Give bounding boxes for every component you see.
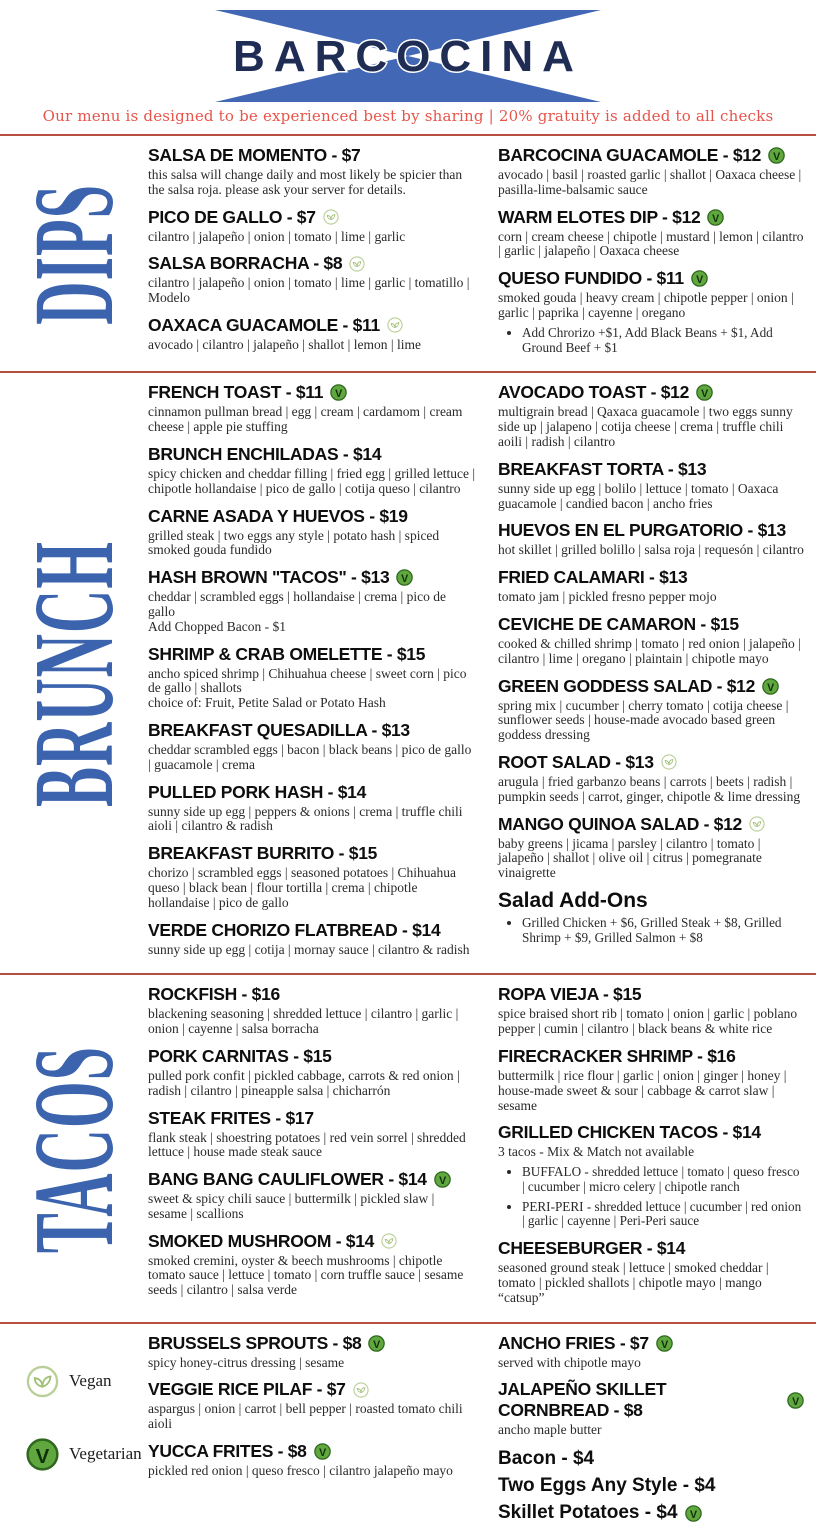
menu-item [148,567,476,634]
item-note: choice of: Fruit, Petite Salad or Potato Hash [148,695,386,711]
item-description: sweet & spicy chili sauce | buttermilk | pickled slaw | sesame | scallions [148,1191,435,1221]
section-label-tacos: TACOS [11,1045,137,1254]
svg-text:V: V [689,1508,697,1521]
item-description: baby greens | jicama | parsley | cilantro | tomato | jalapeño | shallot | olive oil | citrus | pomegranate vinaigrette [498,835,762,881]
item-title [498,459,804,480]
menu-item [498,1333,804,1371]
item-name: CEVICHE DE CAMARON - $15 [498,613,739,634]
menu-item [148,1379,476,1432]
item-title [498,814,804,835]
item-name: FRENCH TOAST - $11 [148,382,324,403]
item-description: avocado | basil | roasted garlic | shallot | Oaxaca cheese | pasilla-lime-balsamic sauce [498,167,802,197]
item-name: SMOKED MUSHROOM - $14 [148,1230,375,1251]
item-name: Bacon - $4 [498,1448,595,1470]
menu-item [498,1046,804,1113]
item-option: • Grilled Chicken + $6, Grilled Steak + $8, Grilled Shrimp + $9, Grilled Salmon + $8 [522,916,804,946]
item-name: ROCKFISH - $16 [148,984,280,1005]
item-name: YUCCA FRITES - $8 [148,1441,307,1462]
item-name: ROOT SALAD - $13 [498,751,654,772]
item-name: WARM ELOTES DIP - $12 [498,206,701,227]
item-description: cheddar scrambled eggs | bacon | black beans | pico de gallo | guacamole | crema [148,741,472,772]
item-description: chorizo | scrambled eggs | seasoned potatoes | Chihuahua queso | black bean | flour tortilla | crema | chipotle hollandaise | pico de gallo [148,865,457,910]
item-description: blackening seasoning | shredded lettuce | cilantro | garlic | onion | cayenne | salsa borracha [148,1006,459,1037]
menu-item [148,720,476,773]
menu-item [148,145,476,198]
vegetarian-icon [314,1443,331,1460]
legend-item-vegetarian [26,1438,148,1471]
item-description: arugula | fried garbanzo beans | carrots | beets | radish | pumpkin seeds | carrot, ginger, chipotle & lime dressing [498,773,801,804]
vegetarian-icon [762,678,779,695]
item-title [148,843,476,864]
menu-item [498,676,804,743]
section-rail-dips [0,145,148,364]
item-name: ROPA VIEJA - $15 [498,984,642,1005]
item-name: AVOCADO TOAST - $12 [498,382,690,403]
item-name: HASH BROWN "TACOS" - $13 [148,567,390,588]
logo-bowtie-icon [173,10,643,102]
menu-column [148,382,498,966]
item-options-list [508,1165,804,1229]
vegan-icon [323,209,339,225]
item-title [148,567,476,588]
menu-item [498,520,804,558]
item-title [148,382,476,403]
vegetarian-icon [691,270,708,287]
menu-item [498,1379,804,1438]
menu-item [148,444,476,497]
section-dips [0,136,816,371]
item-title [148,1046,476,1067]
item-note: Add Chopped Bacon - $1 [148,618,286,634]
item-description: avocado | cilantro | jalapeño | shallot | lemon | lime [148,336,421,352]
item-name: SHRIMP & CRAB OMELETTE - $15 [148,643,426,664]
item-description: cooked & chilled shrimp | tomato | red onion | jalapeño | cilantro | lime | oregano | plaintain | chipotle mayo [498,635,801,666]
item-name: MANGO QUINOA SALAD - $12 [498,813,742,834]
item-name: BRUNCH ENCHILADAS - $14 [148,443,382,464]
menu-item [148,382,476,435]
vegan-icon [26,1365,59,1398]
menu-item [148,1169,476,1222]
menu-item [498,1122,804,1229]
item-name: FRIED CALAMARI - $13 [498,567,688,588]
item-title [498,1447,804,1471]
svg-text:V: V [373,1338,381,1351]
menu-item [498,814,804,881]
menu-item [148,253,476,306]
menu-item [498,382,804,449]
item-description: cinnamon pullman bread | egg | cream | cardamom | cream cheese | apple pie stuffing [148,404,463,435]
menu-item [148,1046,476,1099]
menu-column [498,145,816,364]
item-title [498,268,804,289]
menu-item [148,506,476,559]
item-description: corn | cream cheese | chipotle | mustard | lemon | cilantro | garlic | jalapeño | Oaxaca cheese [498,228,804,259]
item-description: grilled steak | two eggs any style | potato hash | spiced smoked gouda fundido [148,527,440,558]
item-description: spring mix | cucumber | cherry tomato | cotija cheese | sunflower seeds | house-made avocado based green goddess dressing [498,697,789,743]
item-title [148,444,476,465]
item-title [148,920,476,941]
item-name: OAXACA GUACAMOLE - $11 [148,314,380,335]
legend-label: Vegetarian [69,1444,142,1464]
item-name: HUEVOS EN EL PURGATORIO - $13 [498,520,786,541]
item-name: BARCOCINA GUACAMOLE - $12 [498,145,762,165]
item-name: VEGGIE RICE PILAF - $7 [148,1379,346,1400]
item-description: sunny side up egg | peppers & onions | crema | truffle chili aioli | cilantro & radish [148,803,463,834]
item-name: QUESO FUNDIDO - $11 [498,268,684,289]
section-brunch [0,373,816,973]
vegetarian-icon [707,209,724,226]
svg-text:V: V [712,212,720,225]
item-title [148,644,476,665]
menu-item [498,614,804,667]
vegan-icon [661,754,677,770]
vegan-icon [749,816,765,832]
item-description: aspargus | onion | carrot | bell pepper | roasted tomato chili aioli [148,1401,463,1432]
vegetarian-icon [787,1392,804,1409]
svg-text:V: V [767,681,774,694]
section-label-dips: DIPS [11,184,137,326]
vegan-icon [353,1382,369,1398]
item-description: spicy honey-citrus dressing | sesame [148,1354,345,1370]
item-name: STEAK FRITES - $17 [148,1107,314,1128]
item-title [148,1441,476,1462]
menu-body [0,136,816,1535]
item-description: smoked gouda | heavy cream | chipotle pepper | onion | garlic | paprika | cayenne | oregano [498,290,794,320]
menu-item [498,207,804,260]
barcocina-logo [173,10,643,102]
menu-column [498,1333,816,1529]
svg-text:V: V [35,1444,50,1468]
menu-item [148,920,476,958]
item-title [498,1474,804,1498]
svg-text:V: V [335,388,343,401]
menu-item [148,644,476,711]
item-title [498,890,804,911]
item-name: CARNE ASADA Y HUEVOS - $19 [148,505,408,526]
item-description: served with chipotle mayo [498,1354,641,1370]
vegetarian-icon [368,1335,385,1352]
section-label-brunch: BRUNCH [11,541,137,808]
vegetarian-icon [330,384,347,401]
item-option: • Add Chrorizo +$1, Add Black Beans + $1, Add Ground Beef + $1 [522,326,804,356]
item-name: CHEESEBURGER - $14 [498,1238,686,1259]
item-description: 3 tacos - Mix & Match not available [498,1144,695,1160]
menu-item [148,1108,476,1161]
svg-text:V: V [660,1338,668,1351]
item-description: spicy chicken and cheddar filling | fried egg | grilled lettuce | chipotle hollandaise | pico de gallo | cotija queso | cilantro [148,465,476,496]
item-title [498,752,804,773]
vegetarian-icon [26,1438,59,1471]
item-title [148,1169,476,1190]
item-title [148,1333,476,1354]
item-title [498,145,804,166]
item-description: ancho maple butter [498,1422,602,1438]
item-title [148,207,476,228]
item-title [498,1046,804,1067]
vegetarian-icon [768,147,785,164]
menu-column [148,1333,498,1529]
item-title [148,984,476,1005]
item-title [498,1333,804,1354]
svg-text:V: V [792,1395,799,1408]
item-description: seasoned ground steak | lettuce | smoked cheddar | tomato | pickled shallots | chipotle mayo | mango “catsup” [498,1260,769,1305]
item-title [148,1108,476,1129]
item-description: pickled red onion | queso fresco | cilantro jalapeño mayo [148,1463,453,1479]
item-name: Skillet Potatoes - $4 [498,1502,678,1524]
menu-item [148,984,476,1037]
menu-header [0,0,816,136]
item-name: PULLED PORK HASH - $14 [148,781,367,802]
menu-item [498,1501,804,1525]
svg-text:V: V [318,1446,326,1459]
item-name: FIRECRACKER SHRIMP - $16 [498,1045,736,1066]
item-title [148,782,476,803]
item-description: this salsa will change daily and most likely be spicier than the salsa roja. please ask your server for details. [148,167,463,197]
section-rail-sides [0,1333,148,1529]
item-description: spice braised short rib | tomato | onion | garlic | poblano pepper | cumin | cilantro | black beans & white rice [498,1006,798,1037]
item-title [498,1122,804,1143]
svg-text:V: V [695,273,703,286]
item-name: Two Eggs Any Style - $4 [498,1475,716,1497]
item-name: JALAPEÑO SKILLET CORNBREAD - $8 [498,1379,667,1421]
svg-text:V: V [773,150,781,163]
vegan-icon [387,317,403,333]
item-name: SALSA DE MOMENTO - $7 [148,145,361,165]
item-name: SALSA BORRACHA - $8 [148,253,343,274]
item-title [148,253,476,274]
item-description: ancho spiced shrimp | Chihuahua cheese | sweet corn | pico de gallo | shallots [148,665,467,696]
item-description: smoked cremini, oyster & beech mushrooms | chipotle tomato sauce | lettuce | tomato | corn truffle sauce | sesame seeds | cilantro | salsa verde [148,1252,464,1298]
item-description: cilantro | jalapeño | onion | tomato | lime | garlic [148,228,406,244]
menu-item [498,145,804,198]
section-tacos [0,975,816,1321]
item-title [498,984,804,1005]
item-name: Salad Add-Ons [498,888,648,912]
menu-item [148,1231,476,1298]
item-title [148,720,476,741]
item-name: BREAKFAST QUESADILLA - $13 [148,719,410,740]
item-description: sunny side up egg | cotija | mornay sauce | cilantro & radish [148,941,470,957]
item-description: cilantro | jalapeño | onion | tomato | lime | garlic | tomatillo | Modelo [148,275,470,306]
item-option: • BUFFALO - shredded lettuce | tomato | queso fresco | cucumber | micro celery | chipotle ranch [522,1165,804,1195]
menu-item [498,1238,804,1305]
menu-item [148,843,476,910]
menu-column [148,984,498,1314]
item-title [148,1379,476,1400]
svg-text:V: V [401,572,409,585]
item-title [148,315,476,336]
section-rail-tacos [0,984,148,1314]
vegetarian-icon [685,1505,702,1522]
menu-item [498,1474,804,1498]
item-description: sunny side up egg | bolilo | lettuce | tomato | Oaxaca guacamole | candied bacon | ancho fries [498,480,779,511]
menu-item [148,1333,476,1371]
menu-item [148,782,476,835]
legend-item-vegan [26,1365,148,1398]
vegan-icon [349,256,365,272]
menu-item [498,984,804,1037]
item-title [498,567,804,588]
item-name: BREAKFAST TORTA - $13 [498,458,707,479]
item-title [148,506,476,527]
item-name: BANG BANG CAULIFLOWER - $14 [148,1169,427,1190]
vegan-icon [381,1233,397,1249]
vegetarian-icon [656,1335,673,1352]
item-title [148,145,476,166]
vegetarian-icon [696,384,713,401]
item-name: ANCHO FRIES - $7 [498,1332,649,1353]
item-name: BRUSSELS SPROUTS - $8 [148,1332,362,1353]
menu-item [498,890,804,946]
item-description: tomato jam | pickled fresno pepper mojo [498,589,717,605]
item-description: cheddar | scrambled eggs | hollandaise | crema | pico de gallo [148,589,446,619]
item-title [498,207,804,228]
item-description: hot skillet | grilled bolillo | salsa roja | requesón | cilantro [498,542,804,558]
item-name: PICO DE GALLO - $7 [148,206,316,227]
item-title [498,676,804,697]
vegetarian-icon [396,569,413,586]
logo-text: BARCOCINA [233,32,583,81]
section-rail-brunch [0,382,148,966]
item-title [498,614,804,635]
diet-legend [0,1333,148,1471]
menu-column [498,984,816,1314]
item-name: BREAKFAST BURRITO - $15 [148,843,378,864]
menu-column [148,145,498,364]
item-description: buttermilk | rice flour | garlic | onion | ginger | honey | house-made sweet & sour | cabbage & carrot slaw | sesame [498,1067,787,1113]
item-description: pulled pork confit | pickled cabbage, carrots & red onion | radish | cilantro | pineapple salsa | chicharrón [148,1067,460,1098]
item-options-list [508,916,804,946]
item-name: VERDE CHORIZO FLATBREAD - $14 [148,919,441,940]
menu-item [498,1447,804,1471]
item-title [498,1379,804,1421]
item-name: GREEN GODDESS SALAD - $12 [498,675,755,696]
item-options-list [508,326,804,356]
menu-item [498,752,804,805]
menu-item [148,207,476,245]
item-title [148,1231,476,1252]
item-name: PORK CARNITAS - $15 [148,1045,332,1066]
item-title [498,1238,804,1259]
svg-text:V: V [438,1174,446,1187]
item-title [498,1501,804,1525]
item-title [498,382,804,403]
item-description: flank steak | shoestring potatoes | red vein sorrel | shredded lettuce | house made steak sauce [148,1129,466,1160]
menu-item [148,1441,476,1479]
menu-column [498,382,816,966]
menu-item [498,459,804,512]
svg-text:V: V [701,388,708,401]
legend-label: Vegan [69,1371,112,1391]
vegetarian-icon [434,1171,451,1188]
menu-item [148,315,476,353]
item-name: GRILLED CHICKEN TACOS - $14 [498,1122,761,1143]
section-sides [0,1324,816,1535]
item-title [498,520,804,541]
menu-item [498,268,804,355]
tagline: Our menu is designed to be experienced best by sharing | 20% gratuity is added to all checks [42,107,774,125]
item-description: multigrain bread | Qaxaca guacamole | two eggs sunny side up | jalapeno | cotija cheese | crema | truffle chili aoili | radish | cilantro [498,404,793,449]
menu-item [498,567,804,605]
item-option: • PERI-PERI - shredded lettuce | cucumber | red onion | garlic | cayenne | Peri-Peri sauce [522,1200,804,1230]
